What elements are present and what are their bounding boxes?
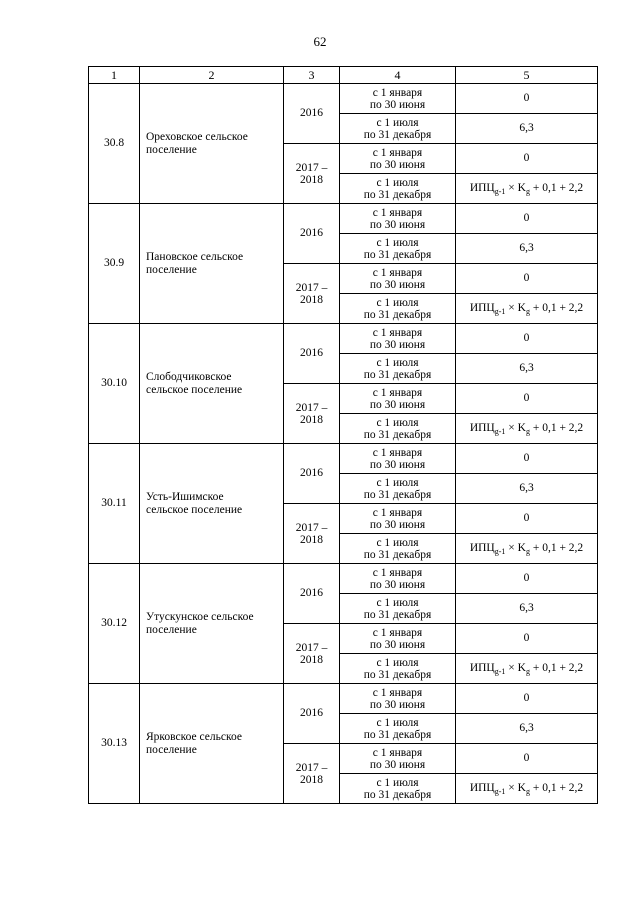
year-line: 2018 xyxy=(300,773,323,786)
formula-ipc: ИПЦ xyxy=(469,662,495,674)
value-cell: 6,3 xyxy=(456,714,598,744)
period-line: по 30 июня xyxy=(369,338,426,351)
period-line: по 31 декабря xyxy=(363,308,432,321)
period-cell xyxy=(340,84,456,114)
period-line: с 1 июля xyxy=(376,236,419,249)
value-cell: 0 xyxy=(456,684,598,714)
period-cell xyxy=(340,414,456,444)
period-line: по 30 июня xyxy=(369,98,426,111)
year-line: 2017 – xyxy=(295,281,328,294)
year-line: 2017 – xyxy=(295,401,328,414)
settlement-name-line: поселение xyxy=(146,743,197,756)
formula-ipc: ИПЦ xyxy=(469,542,495,554)
formula xyxy=(470,542,583,554)
formula-tail: + 0,1 + 2,2 xyxy=(529,662,584,674)
row-number: 30.13 xyxy=(89,684,140,804)
period-cell xyxy=(340,744,456,774)
formula-ipc-sub: g-1 xyxy=(494,547,506,556)
period-line: с 1 января xyxy=(372,326,423,339)
year-cell: 2016 xyxy=(284,684,340,744)
header-cell: 4 xyxy=(340,67,456,84)
header-row xyxy=(89,67,598,84)
formula xyxy=(470,422,583,434)
period-cell xyxy=(340,774,456,804)
period-line: по 31 декабря xyxy=(363,488,432,501)
formula-tail: + 0,1 + 2,2 xyxy=(529,542,584,554)
period-cell xyxy=(340,204,456,234)
year-line: 2018 xyxy=(300,293,323,306)
formula-cell xyxy=(456,414,598,444)
year-cell xyxy=(284,264,340,324)
period-cell xyxy=(340,474,456,504)
value-cell: 0 xyxy=(456,624,598,654)
value-cell: 6,3 xyxy=(456,234,598,264)
value-cell: 0 xyxy=(456,504,598,534)
formula-cell xyxy=(456,774,598,804)
year-line: 2017 – xyxy=(295,761,328,774)
value-cell: 0 xyxy=(456,444,598,474)
period-line: с 1 января xyxy=(372,206,423,219)
formula-tail: + 0,1 + 2,2 xyxy=(529,782,584,794)
formula-k-sub: g xyxy=(525,787,530,796)
value-cell: 0 xyxy=(456,564,598,594)
period-line: по 30 июня xyxy=(369,218,426,231)
period-cell xyxy=(340,354,456,384)
formula-tail: + 0,1 + 2,2 xyxy=(529,182,584,194)
settlement-name-line: сельское поселение xyxy=(146,383,243,396)
period-cell xyxy=(340,534,456,564)
value-cell: 0 xyxy=(456,384,598,414)
formula-tail: + 0,1 + 2,2 xyxy=(529,302,584,314)
period-line: с 1 июля xyxy=(376,296,419,309)
period-cell xyxy=(340,384,456,414)
value-cell: 0 xyxy=(456,204,598,234)
page-number: 62 xyxy=(313,34,327,49)
formula-tail: + 0,1 + 2,2 xyxy=(529,422,584,434)
period-cell xyxy=(340,294,456,324)
row-number: 30.12 xyxy=(89,564,140,684)
settlement-name xyxy=(140,84,284,204)
formula-ipc: ИПЦ xyxy=(469,782,495,794)
year-line: 2018 xyxy=(300,653,323,666)
settlement-name xyxy=(140,324,284,444)
period-cell xyxy=(340,114,456,144)
year-cell: 2016 xyxy=(284,564,340,624)
formula-k: × K xyxy=(505,542,526,554)
period-line: с 1 января xyxy=(372,266,423,279)
settlement-name-line: Ярковское сельское xyxy=(146,730,242,743)
table-row xyxy=(89,204,598,234)
formula-k: × K xyxy=(505,302,526,314)
period-line: с 1 июля xyxy=(376,476,419,489)
period-line: с 1 января xyxy=(372,146,423,159)
formula-k: × K xyxy=(505,662,526,674)
period-line: с 1 июля xyxy=(376,776,419,789)
year-line: 2017 – xyxy=(295,161,328,174)
row-number: 30.11 xyxy=(89,444,140,564)
period-line: по 30 июня xyxy=(369,698,426,711)
value-cell: 6,3 xyxy=(456,354,598,384)
table-row xyxy=(89,564,598,594)
period-line: с 1 июля xyxy=(376,656,419,669)
value-cell: 0 xyxy=(456,264,598,294)
settlement-name-line: Утускунское сельское xyxy=(146,610,254,623)
period-line: с 1 января xyxy=(372,626,423,639)
year-cell xyxy=(284,384,340,444)
formula-cell xyxy=(456,294,598,324)
settlement-name xyxy=(140,564,284,684)
formula-ipc-sub: g-1 xyxy=(494,667,506,676)
period-cell xyxy=(340,324,456,354)
formula-k-sub: g xyxy=(525,307,530,316)
value-cell: 0 xyxy=(456,84,598,114)
period-cell xyxy=(340,654,456,684)
period-cell xyxy=(340,234,456,264)
period-cell xyxy=(340,504,456,534)
settlement-name-line: Пановское сельское xyxy=(146,250,244,263)
formula xyxy=(470,182,583,194)
formula-cell xyxy=(456,534,598,564)
settlement-name xyxy=(140,204,284,324)
value-cell: 0 xyxy=(456,744,598,774)
period-line: по 31 декабря xyxy=(363,608,432,621)
period-line: по 31 декабря xyxy=(363,728,432,741)
period-line: по 31 декабря xyxy=(363,548,432,561)
value-cell: 6,3 xyxy=(456,114,598,144)
period-cell xyxy=(340,174,456,204)
period-cell xyxy=(340,684,456,714)
year-line: 2018 xyxy=(300,533,323,546)
value-cell: 0 xyxy=(456,324,598,354)
formula-k-sub: g xyxy=(525,547,530,556)
table-row xyxy=(89,684,598,714)
period-line: с 1 июля xyxy=(376,716,419,729)
period-line: по 31 декабря xyxy=(363,248,432,261)
settlement-name-line: Усть-Ишимское xyxy=(146,490,224,503)
year-line: 2017 – xyxy=(295,641,328,654)
settlement-name-line: поселение xyxy=(146,263,197,276)
period-line: по 31 декабря xyxy=(363,188,432,201)
settlement-name-line: сельское поселение xyxy=(146,503,243,516)
row-number: 30.10 xyxy=(89,324,140,444)
year-cell xyxy=(284,624,340,684)
formula-k: × K xyxy=(505,782,526,794)
period-line: по 31 декабря xyxy=(363,368,432,381)
year-cell: 2016 xyxy=(284,444,340,504)
year-line: 2018 xyxy=(300,173,323,186)
period-line: с 1 января xyxy=(372,86,423,99)
period-line: по 31 декабря xyxy=(363,668,432,681)
formula-ipc-sub: g-1 xyxy=(494,787,506,796)
settlement-name-line: Слободчиковское xyxy=(146,370,232,383)
year-cell: 2016 xyxy=(284,204,340,264)
header-cell: 1 xyxy=(89,67,140,84)
header-cell: 3 xyxy=(284,67,340,84)
year-cell xyxy=(284,744,340,804)
year-cell xyxy=(284,504,340,564)
row-number: 30.8 xyxy=(89,84,140,204)
formula-k-sub: g xyxy=(525,427,530,436)
formula-k-sub: g xyxy=(525,667,530,676)
period-cell xyxy=(340,144,456,174)
period-line: с 1 июля xyxy=(376,356,419,369)
period-line: с 1 января xyxy=(372,446,423,459)
period-line: с 1 июля xyxy=(376,116,419,129)
period-cell xyxy=(340,564,456,594)
value-cell: 6,3 xyxy=(456,474,598,504)
value-cell: 0 xyxy=(456,144,598,174)
formula-k: × K xyxy=(505,422,526,434)
year-line: 2017 – xyxy=(295,521,328,534)
period-line: с 1 июля xyxy=(376,416,419,429)
formula xyxy=(470,302,583,314)
settlement-name xyxy=(140,684,284,804)
year-line: 2018 xyxy=(300,413,323,426)
period-line: по 30 июня xyxy=(369,638,426,651)
formula-cell xyxy=(456,654,598,684)
period-line: по 30 июня xyxy=(369,158,426,171)
settlement-name-line: поселение xyxy=(146,143,197,156)
period-line: с 1 июля xyxy=(376,176,419,189)
settlement-name-line: поселение xyxy=(146,623,197,636)
formula-k: × K xyxy=(505,182,526,194)
header-cell: 2 xyxy=(140,67,284,84)
table-row xyxy=(89,84,598,114)
settlement-name-line: Ореховское сельское xyxy=(146,130,248,143)
formula-ipc-sub: g-1 xyxy=(494,187,506,196)
period-line: с 1 января xyxy=(372,506,423,519)
period-line: с 1 января xyxy=(372,386,423,399)
period-line: по 31 декабря xyxy=(363,428,432,441)
formula-ipc-sub: g-1 xyxy=(494,427,506,436)
formula-ipc-sub: g-1 xyxy=(494,307,506,316)
formula-ipc: ИПЦ xyxy=(469,182,495,194)
year-cell xyxy=(284,144,340,204)
year-cell: 2016 xyxy=(284,84,340,144)
period-line: по 30 июня xyxy=(369,518,426,531)
formula-ipc: ИПЦ xyxy=(469,302,495,314)
formula-k-sub: g xyxy=(525,187,530,196)
table-row xyxy=(89,324,598,354)
period-cell xyxy=(340,444,456,474)
value-cell: 6,3 xyxy=(456,594,598,624)
formula xyxy=(470,782,583,794)
tariff-table xyxy=(88,66,598,804)
period-line: с 1 июля xyxy=(376,536,419,549)
formula-ipc: ИПЦ xyxy=(469,422,495,434)
formula-cell xyxy=(456,174,598,204)
period-line: с 1 января xyxy=(372,746,423,759)
period-cell xyxy=(340,264,456,294)
period-line: по 30 июня xyxy=(369,278,426,291)
period-line: по 30 июня xyxy=(369,398,426,411)
period-cell xyxy=(340,714,456,744)
period-line: по 30 июня xyxy=(369,458,426,471)
settlement-name xyxy=(140,444,284,564)
period-line: по 31 декабря xyxy=(363,788,432,801)
period-line: по 31 декабря xyxy=(363,128,432,141)
period-line: по 30 июня xyxy=(369,758,426,771)
period-line: с 1 января xyxy=(372,686,423,699)
year-cell: 2016 xyxy=(284,324,340,384)
table-row xyxy=(89,444,598,474)
period-line: с 1 июля xyxy=(376,596,419,609)
period-cell xyxy=(340,624,456,654)
period-cell xyxy=(340,594,456,624)
header-cell: 5 xyxy=(456,67,598,84)
period-line: с 1 января xyxy=(372,566,423,579)
period-line: по 30 июня xyxy=(369,578,426,591)
row-number: 30.9 xyxy=(89,204,140,324)
formula xyxy=(470,662,583,674)
